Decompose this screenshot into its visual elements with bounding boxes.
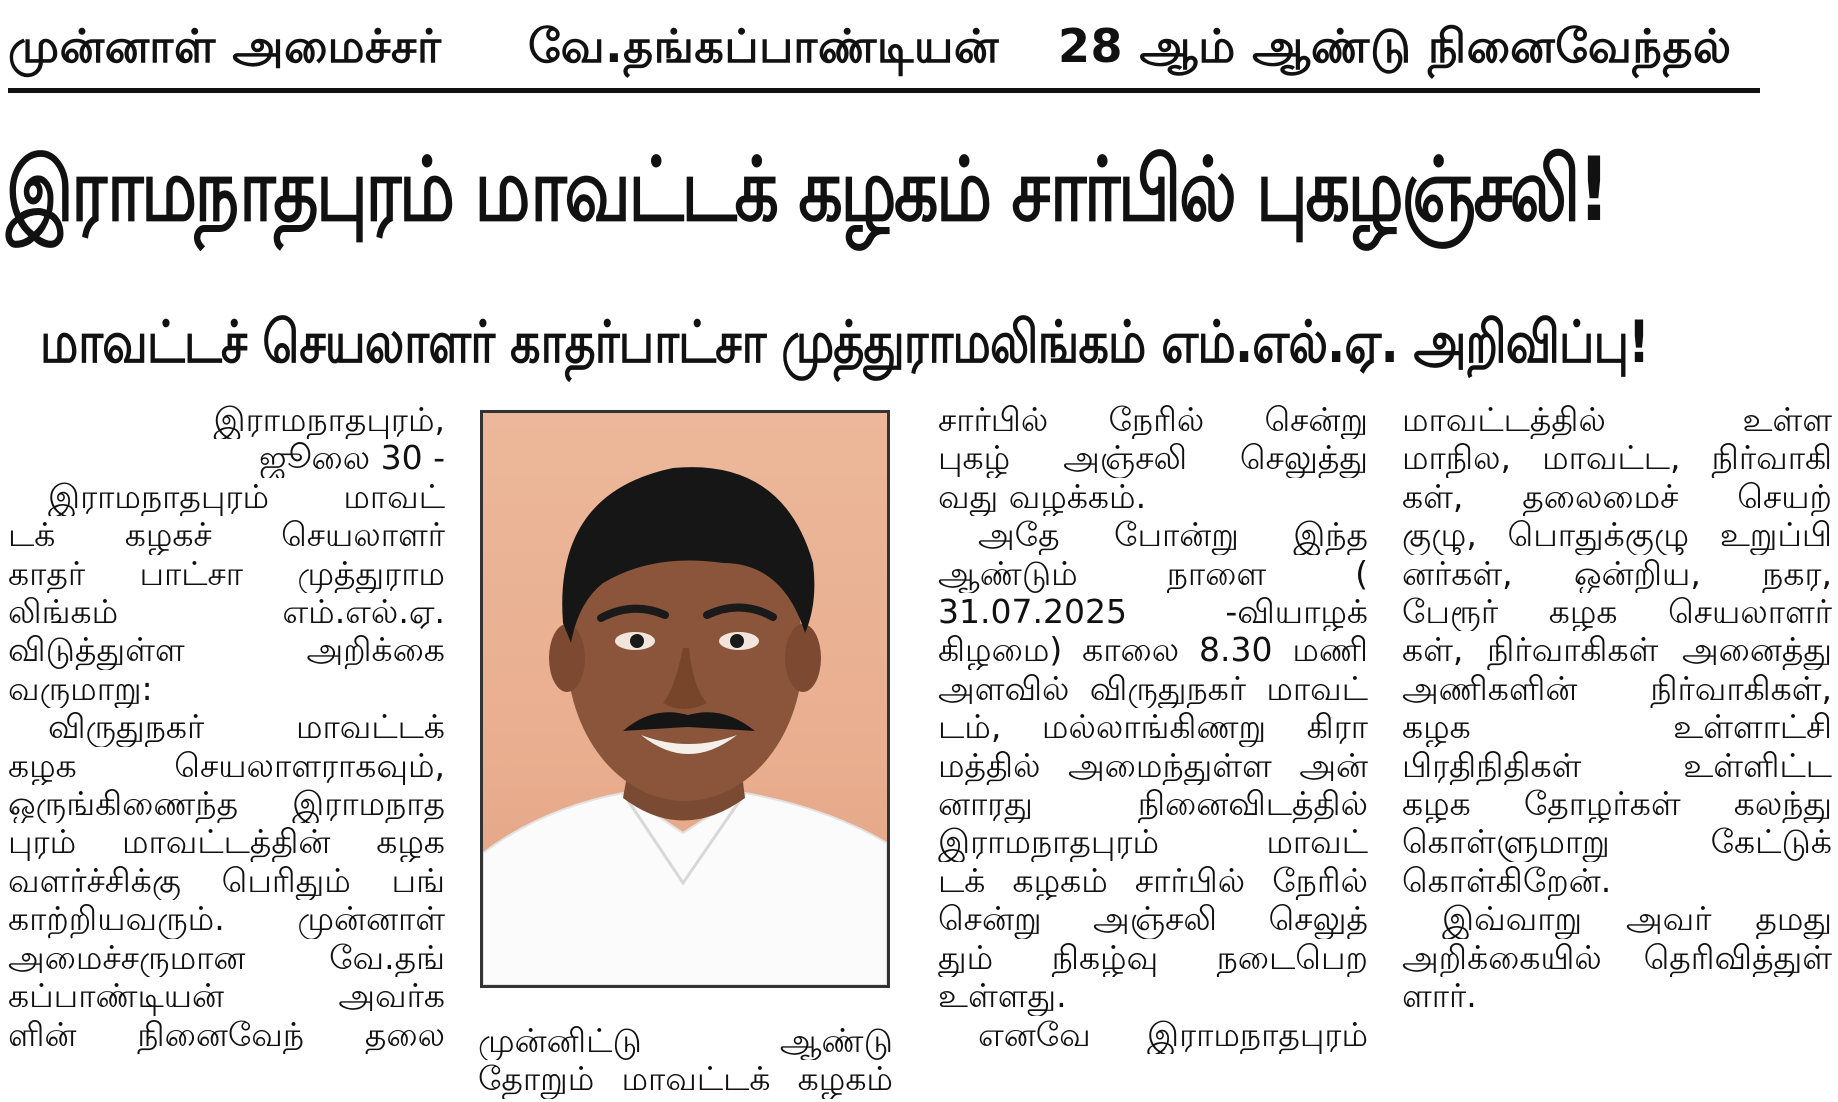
article-line: ஆண்டும் நாளை ( [938, 554, 1368, 593]
article-line: புகழ் அஞ்சலி செலுத்து [938, 439, 1368, 478]
kicker-line [8, 4, 1766, 88]
portrait-illustration [483, 413, 887, 985]
article-line: குழு, பொதுக்குழு உறுப்பி [1402, 516, 1832, 555]
article-line: காதர் பாட்சா முத்துராம [8, 554, 445, 593]
article-line: மாநில, மாவட்ட, நிர்வாகி [1402, 439, 1832, 478]
kicker-title: முன்னாள் அமைச்சர் [8, 19, 442, 73]
dateline-date: ஜூலை 30 - [258, 439, 445, 478]
article-line: இராமநாதபுரம் மாவட் [938, 823, 1368, 862]
article-line: மாவட்டத்தில் உள்ள [1402, 401, 1832, 439]
article-line: தும் நிகழ்வு நடைபெற [938, 938, 1368, 977]
article-line: கப்பாண்டியன் அவர்க [8, 977, 445, 1016]
kicker-person-name: வே.தங்கப்பாண்டியன் [528, 19, 1000, 73]
portrait-photo [480, 410, 890, 988]
article-line: வது வழக்கம். [938, 477, 1147, 516]
article-line: ஒருங்கிணைந்த இராமநாத [8, 785, 445, 824]
article-line: ளின் நினைவேந் தலை [8, 1015, 445, 1054]
article-line: இவ்வாறு அவர் தமது [1442, 900, 1832, 939]
article-line: கழக தோழர்கள் கலந்து [1402, 785, 1832, 824]
headline: இராமநாதபுரம் மாவட்டக் கழகம் சார்பில் புகழஞ்சலி! [6, 138, 1608, 241]
article-line: வளர்ச்சிக்கு பெரிதும் பங் [8, 861, 445, 900]
article-column-1 [8, 401, 445, 1054]
article-line: னாரது நினைவிடத்தில் [938, 785, 1368, 824]
article-line: முன்னிட்டு ஆண்டு [478, 1022, 893, 1060]
article-line: தோறும் மாவட்டக் கழகம் [478, 1060, 893, 1099]
article-line: எனவே இராமநாதபுரம் [978, 1015, 1368, 1054]
article-line: னர்கள், ஒன்றிய, நகர, [1402, 554, 1832, 593]
article-line: கொள்கிறேன். [1402, 861, 1612, 900]
article-line: கிழமை) காலை 8.30 மணி [938, 631, 1368, 670]
article-line: கொள்ளுமாறு கேட்டுக் [1402, 823, 1832, 862]
article-line: புரம் மாவட்டத்தின் கழக [8, 823, 445, 862]
article-line: அளவில் விருதுநகர் மாவட் [938, 669, 1368, 708]
article-line: கள், நிர்வாகிகள் அனைத்து [1402, 631, 1832, 670]
article-column-3 [938, 401, 1368, 1054]
article-line: இராமநாதபுரம் மாவட் [48, 477, 445, 516]
article-line: பேரூர் கழக செயலாளர் [1402, 593, 1832, 632]
article-line: உள்ளது. [938, 977, 1067, 1016]
article-line: காற்றியவரும். முன்னாள் [8, 900, 445, 939]
subheadline: மாவட்டச் செயலாளர் காதர்பாட்சா முத்துராமலிங்கம் எம்.எல்.ஏ. அறிவிப்பு! [40, 308, 1650, 376]
article-line: விருதுநகர் மாவட்டக் [48, 708, 445, 747]
article-line: மத்தில் அமைந்துள்ள அன் [938, 746, 1368, 785]
article-line: கள், தலைமைச் செயற் [1402, 477, 1832, 516]
article-line: பிரதிநிதிகள் உள்ளிட்ட [1402, 746, 1832, 785]
kicker-anniversary: 28 ஆம் ஆண்டு நினைவேந்தல் [1058, 19, 1732, 73]
article-column-4 [1402, 401, 1832, 1016]
article-line: டக் கழகச் செயலாளர் [8, 516, 445, 555]
kicker-underline [8, 88, 1760, 93]
article-line: அமைச்சருமான வே.தங் [8, 938, 445, 977]
article-line: 31.07.2025 -வியாழக் [938, 593, 1368, 632]
article-line: அதே போன்று இந்த [978, 516, 1368, 555]
article-line: விடுத்துள்ள அறிக்கை [8, 631, 445, 670]
article-line: அணிகளின் நிர்வாகிகள், [1402, 669, 1832, 708]
article-line: சார்பில் நேரில் சென்று [938, 401, 1368, 439]
article-line: டம், மல்லாங்கிணறு கிரா [938, 708, 1368, 747]
article-line: அறிக்கையில் தெரிவித்துள் [1402, 938, 1832, 977]
photo-caption-text [478, 1022, 893, 1099]
article-line: கழக உள்ளாட்சி [1402, 708, 1832, 747]
article-line: கழக செயலாளராகவும், [8, 746, 445, 785]
dateline-place: இராமநாதபுரம், [213, 401, 445, 439]
article-line: ளார். [1402, 977, 1477, 1016]
article-line: வருமாறு: [8, 669, 153, 708]
article-line: டக் கழகம் சார்பில் நேரில் [938, 861, 1368, 900]
article-line: லிங்கம் எம்.எல்.ஏ. [8, 593, 445, 632]
article-line: சென்று அஞ்சலி செலுத் [938, 900, 1368, 939]
